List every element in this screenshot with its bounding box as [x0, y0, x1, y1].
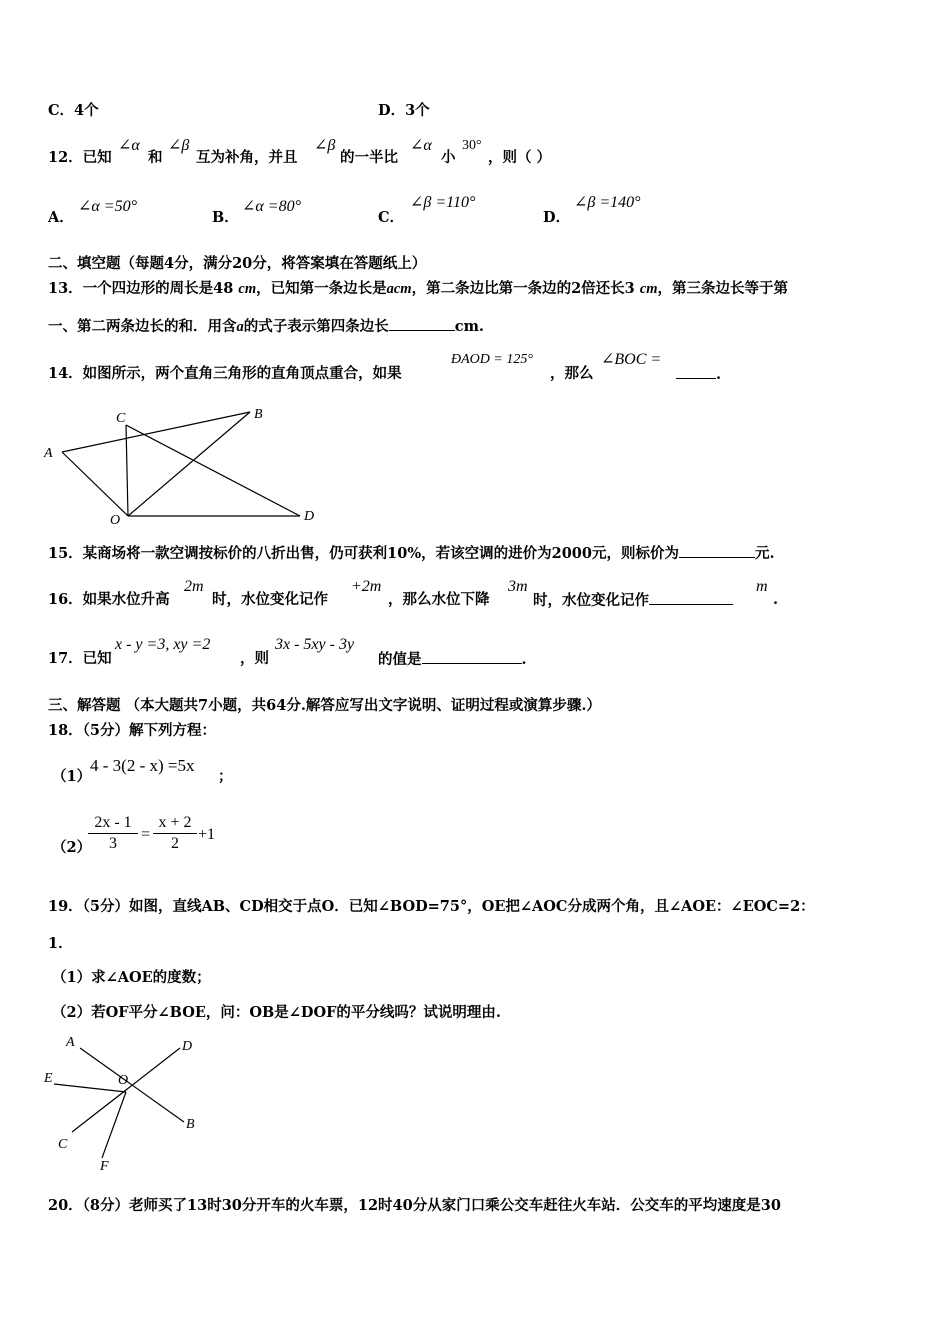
q12-text-6: ，则（ ） [488, 149, 552, 166]
q19-part-1: （1）求∠AOE的度数； [52, 969, 211, 986]
q18-title: 18．（5分）解下列方程： [48, 722, 217, 739]
q12-option-a-math: ∠α =50° [78, 198, 137, 215]
section-3-heading: 三、解答题 （本大题共7小题，共64分.解答应写出文字说明、证明过程或演算步骤.） [48, 697, 601, 714]
q12-math-beta: ∠β [168, 137, 190, 154]
q12-math-beta2: ∠β [314, 137, 336, 154]
q15-line: 15．某商场将一款空调按标价的八折出售，仍可获利10%，若该空调的进价为2000元，则标价为 元. [48, 545, 775, 562]
q20-line-1: 20．（8分）老师买了13时30分开车的火车票，12时40分从家门口乘公交车赶往火车站．公交车的平均速度是30 [48, 1197, 781, 1214]
q12-text-2: 和 [148, 149, 163, 166]
q12-math-alpha: ∠α [118, 137, 140, 154]
q12-text-4: 的一半比 [340, 149, 398, 166]
q14-math-aod: ÐAOD = 125° [451, 352, 533, 367]
q16-math-3m: 3m [508, 578, 528, 595]
q17-text-3: 的值是 . [378, 651, 527, 668]
q12-option-b-label: B． [212, 209, 239, 226]
q18-fraction-1-denominator: 3 [88, 833, 138, 854]
q16-answer-blank[interactable] [649, 590, 733, 605]
q18-fraction-1 [88, 813, 138, 854]
q19-part-2: （2）若OF平分∠BOE，问：OB是∠DOF的平分线吗？试说明理由. [52, 1004, 501, 1021]
q12-text-1: 12．已知 [48, 149, 112, 166]
q14-answer: . [676, 364, 721, 385]
q12-option-c-math: ∠β =110° [410, 194, 476, 211]
q14-text-2: ，那么 [550, 365, 594, 382]
fig19-ray-oe [54, 1084, 126, 1092]
fig19-label-e: E [44, 1071, 53, 1086]
fig19-label-c: C [58, 1137, 68, 1152]
q12-option-a-label: A． [48, 209, 74, 226]
fig14-label-b: B [254, 407, 263, 422]
fig14-label-a: A [44, 446, 53, 461]
q12-math-thirty: 30° [462, 138, 482, 153]
q18-part-1-label: （1） [52, 768, 92, 785]
q16-text-2: 时，水位变化记作 [212, 591, 328, 608]
q16-math-m: m [756, 578, 768, 595]
q12-math-alpha2: ∠α [410, 137, 432, 154]
q18-fraction-2-denominator: 2 [153, 833, 197, 854]
q18-fraction-1-numerator: 2x - 1 [94, 814, 132, 831]
q12-option-d-label: D． [543, 209, 571, 226]
q14-text-1: 14．如图所示，两个直角三角形的直角顶点重合，如果 [48, 365, 402, 382]
q17-text-1: 17．已知 [48, 650, 112, 667]
fig19-label-f: F [100, 1159, 109, 1174]
figure-14-triangles [40, 400, 330, 530]
q18-fraction-2 [153, 813, 197, 854]
q12-option-b-math: ∠α =80° [242, 198, 301, 215]
fig19-label-o: O [118, 1073, 129, 1088]
q12-text-3: 互为补角，并且 [196, 149, 298, 166]
q13-line-2: 一、第二两条边长的和．用含a的式子表示第四条边长 cm. [48, 318, 484, 335]
q17-answer-blank[interactable] [422, 649, 522, 664]
q16-math-2m: 2m [184, 578, 204, 595]
fig14-label-c: C [116, 411, 126, 426]
q18-fraction-2-numerator: x + 2 [158, 814, 192, 831]
q12-option-d-math: ∠β =140° [574, 194, 641, 211]
fig14-label-d: D [304, 509, 315, 524]
q13-line-1: 13．一个四边形的周长是48 cm，已知第一条边长是acm，第二条边比第一条边的2倍还长3 cm，第三条边长等于第 [48, 280, 789, 297]
fig19-label-a: A [66, 1035, 75, 1050]
q14-math-boc: ∠BOC = [601, 351, 662, 368]
q19-line-1: 19．（5分）如图，直线AB、CD相交于点O．已知∠BOD=75°，OE把∠AOC分成两个角，且∠AOE：∠EOC=2： [48, 898, 815, 915]
q12-text-5: 小 [441, 149, 456, 166]
q18-plus-one: +1 [198, 826, 216, 843]
fig19-label-d: D [182, 1039, 193, 1054]
q16-text-3: ，那么水位下降 [388, 591, 490, 608]
fig14-label-o: O [110, 513, 121, 528]
q18-part-2-label: （2） [52, 839, 92, 856]
q18-equation-1: 4 - 3(2 - x) =5x [90, 756, 195, 775]
q14-answer-blank[interactable] [676, 364, 716, 379]
q12-option-c-label: C． [378, 209, 405, 226]
figure-19-intersecting-lines [40, 1030, 220, 1175]
fig14-line-ao [62, 452, 128, 516]
q11-option-d: D．3个 [378, 102, 430, 119]
q17-math-expression: 3x - 5xy - 3y [275, 636, 355, 653]
q16-math-plus2m: +2m [351, 578, 382, 595]
q19-line-2: 1． [48, 935, 73, 952]
q16-text-5: . [773, 591, 779, 608]
fig14-line-bo [128, 412, 250, 516]
q13-answer-blank[interactable] [389, 316, 455, 331]
fig19-line-dc [72, 1048, 180, 1132]
q11-option-c: C．4个 [48, 102, 99, 119]
q16-text-4: 时，水位变化记作 [533, 590, 733, 611]
q15-answer-blank[interactable] [679, 543, 755, 558]
q18-equals: = [141, 826, 151, 843]
fig19-label-b: B [186, 1117, 195, 1132]
fig14-line-cd [126, 425, 300, 516]
q17-text-2: ，则 [240, 650, 269, 667]
fig19-ray-of [102, 1092, 126, 1158]
q16-text-1: 16．如果水位升高 [48, 591, 170, 608]
section-2-heading: 二、填空题（每题4分，满分20分，将答案填在答题纸上） [48, 255, 427, 272]
fig14-line-ab [62, 412, 250, 452]
q18-semicolon: ； [218, 768, 233, 785]
q17-math-given: x - y =3, xy =2 [115, 636, 211, 653]
